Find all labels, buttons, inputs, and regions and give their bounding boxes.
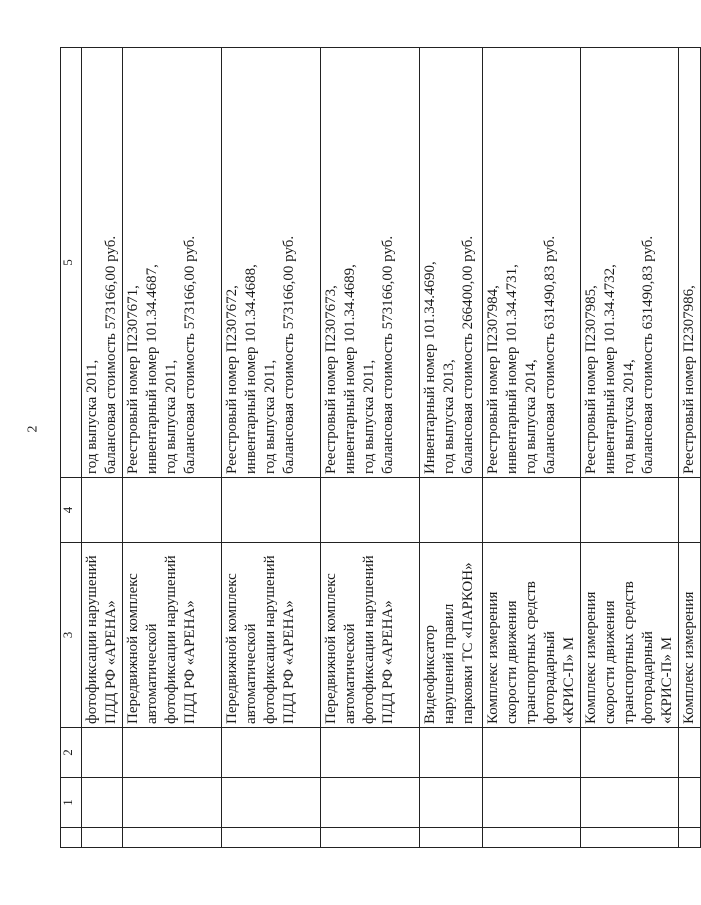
- empty-cell: [420, 778, 483, 828]
- property-table: [60, 47, 701, 848]
- empty-cell: [222, 478, 321, 543]
- details-cell: [82, 48, 123, 478]
- empty-cell: [82, 478, 123, 543]
- device-name-line: нарушений правил: [441, 603, 457, 724]
- device-name-cell: [222, 543, 321, 728]
- table-row: [420, 48, 483, 848]
- device-name-line: «КРИС-П» М: [659, 636, 675, 724]
- device-name-line: ПДД РФ «АРЕНА»: [281, 600, 297, 724]
- details-line: балансовая стоимость 573166,00 руб.: [380, 235, 396, 474]
- empty-cell: [420, 478, 483, 543]
- empty-cell: [483, 478, 581, 543]
- empty-cell: [581, 778, 679, 828]
- table-row: [483, 48, 581, 848]
- details-line: инвентарный номер 101.34.4732,: [602, 264, 618, 474]
- empty-cell: [679, 478, 701, 543]
- device-name-line: «КРИС-П» М: [561, 636, 577, 724]
- empty-cell: [679, 728, 701, 778]
- empty-cell: [581, 478, 679, 543]
- device-name-cell: [321, 543, 420, 728]
- empty-cell: [82, 728, 123, 778]
- details-cell: [222, 48, 321, 478]
- details-line: Реестровый номер П2307985,: [583, 285, 599, 474]
- empty-cell: [222, 828, 321, 848]
- empty-cell: [321, 778, 420, 828]
- device-name-line: автоматической: [144, 623, 160, 724]
- header-row: [61, 48, 82, 848]
- empty-cell: [123, 778, 222, 828]
- device-name-cell: [82, 543, 123, 728]
- empty-cell: [581, 728, 679, 778]
- details-line: год выпуска 2014,: [523, 359, 539, 474]
- empty-cell: [123, 828, 222, 848]
- details-line: инвентарный номер 101.34.4689,: [342, 264, 358, 474]
- table-row: [581, 48, 679, 848]
- device-name-line: Комплекс измерения: [681, 591, 697, 724]
- device-name-line: фотофиксации нарушений: [84, 555, 100, 724]
- empty-cell: [483, 828, 581, 848]
- device-name-line: автоматической: [342, 623, 358, 724]
- header-col-1: 1: [61, 778, 82, 828]
- details-line: Реестровый номер П2307671,: [125, 285, 141, 474]
- table-row: [123, 48, 222, 848]
- details-line: год выпуска 2011,: [262, 359, 278, 474]
- details-cell: [321, 48, 420, 478]
- details-cell: [123, 48, 222, 478]
- table-row: [82, 48, 123, 848]
- empty-cell: [321, 478, 420, 543]
- empty-cell: [483, 778, 581, 828]
- details-line: балансовая стоимость 631490,83 руб.: [640, 235, 656, 474]
- details-line: инвентарный номер 101.34.4731,: [504, 264, 520, 474]
- empty-cell: [679, 828, 701, 848]
- device-name-cell: [420, 543, 483, 728]
- table-row: [222, 48, 321, 848]
- empty-cell: [321, 728, 420, 778]
- header-col-4: 4: [61, 478, 82, 543]
- details-line: инвентарный номер 101.34.4688,: [243, 264, 259, 474]
- empty-cell: [321, 828, 420, 848]
- table-row: [679, 48, 701, 848]
- device-name-cell: [581, 543, 679, 728]
- details-line: Реестровый номер П2307984,: [485, 285, 501, 474]
- details-line: балансовая стоимость 573166,00 руб.: [103, 235, 119, 474]
- details-line: Инвентарный номер 101.34.4690,: [422, 261, 438, 474]
- device-name-line: фотофиксации нарушений: [361, 555, 377, 724]
- details-cell: [679, 48, 701, 478]
- device-name-line: скорости движения: [504, 600, 520, 724]
- header-col-3: 3: [61, 543, 82, 728]
- device-name-line: Комплекс измерения: [485, 591, 501, 724]
- details-line: инвентарный номер 101.34.4687,: [144, 264, 160, 474]
- table-row: [321, 48, 420, 848]
- device-name-line: ПДД РФ «АРЕНА»: [182, 600, 198, 724]
- empty-cell: [222, 778, 321, 828]
- details-line: год выпуска 2011,: [84, 359, 100, 474]
- device-name-line: ПДД РФ «АРЕНА»: [380, 600, 396, 724]
- empty-cell: [420, 728, 483, 778]
- page-number: 2: [25, 425, 41, 433]
- device-name-line: Видеофиксатор: [422, 625, 438, 724]
- details-line: год выпуска 2011,: [361, 359, 377, 474]
- details-line: Реестровый номер П2307672,: [224, 285, 240, 474]
- details-cell: [483, 48, 581, 478]
- device-name-line: фоторадарный: [542, 631, 558, 724]
- empty-cell: [222, 728, 321, 778]
- device-name-line: ПДД РФ «АРЕНА»: [103, 600, 119, 724]
- device-name-line: фоторадарный: [640, 631, 656, 724]
- empty-cell: [123, 478, 222, 543]
- device-name-line: автоматической: [243, 623, 259, 724]
- device-name-line: транспортных средств: [523, 581, 539, 724]
- header-col-0: [61, 828, 82, 848]
- details-line: год выпуска 2014,: [621, 359, 637, 474]
- details-line: год выпуска 2011,: [163, 359, 179, 474]
- device-name-cell: [679, 543, 701, 728]
- header-col-5: 5: [61, 48, 82, 478]
- device-name-line: парковки ТС «ПАРКОН»: [460, 562, 476, 724]
- device-name-line: Передвижной комплекс: [224, 573, 240, 724]
- empty-cell: [82, 828, 123, 848]
- device-name-line: Передвижной комплекс: [323, 573, 339, 724]
- empty-cell: [581, 828, 679, 848]
- device-name-cell: [483, 543, 581, 728]
- device-name-line: Комплекс измерения: [583, 591, 599, 724]
- details-line: балансовая стоимость 266400,00 руб.: [460, 235, 476, 474]
- header-col-2: 2: [61, 728, 82, 778]
- device-name-line: Передвижной комплекс: [125, 573, 141, 724]
- details-cell: [420, 48, 483, 478]
- details-line: Реестровый номер П2307673,: [323, 285, 339, 474]
- empty-cell: [679, 778, 701, 828]
- details-line: балансовая стоимость 573166,00 руб.: [281, 235, 297, 474]
- device-name-line: фотофиксации нарушений: [262, 555, 278, 724]
- details-line: балансовая стоимость 573166,00 руб.: [182, 235, 198, 474]
- device-name-line: транспортных средств: [621, 581, 637, 724]
- empty-cell: [483, 728, 581, 778]
- details-line: Реестровый номер П2307986,: [681, 285, 697, 474]
- empty-cell: [82, 778, 123, 828]
- details-line: балансовая стоимость 631490,83 руб.: [542, 235, 558, 474]
- empty-cell: [123, 728, 222, 778]
- device-name-line: скорости движения: [602, 600, 618, 724]
- device-name-line: фотофиксации нарушений: [163, 555, 179, 724]
- rotated-table-container: [60, 48, 697, 848]
- details-line: год выпуска 2013,: [441, 359, 457, 474]
- device-name-cell: [123, 543, 222, 728]
- empty-cell: [420, 828, 483, 848]
- details-cell: [581, 48, 679, 478]
